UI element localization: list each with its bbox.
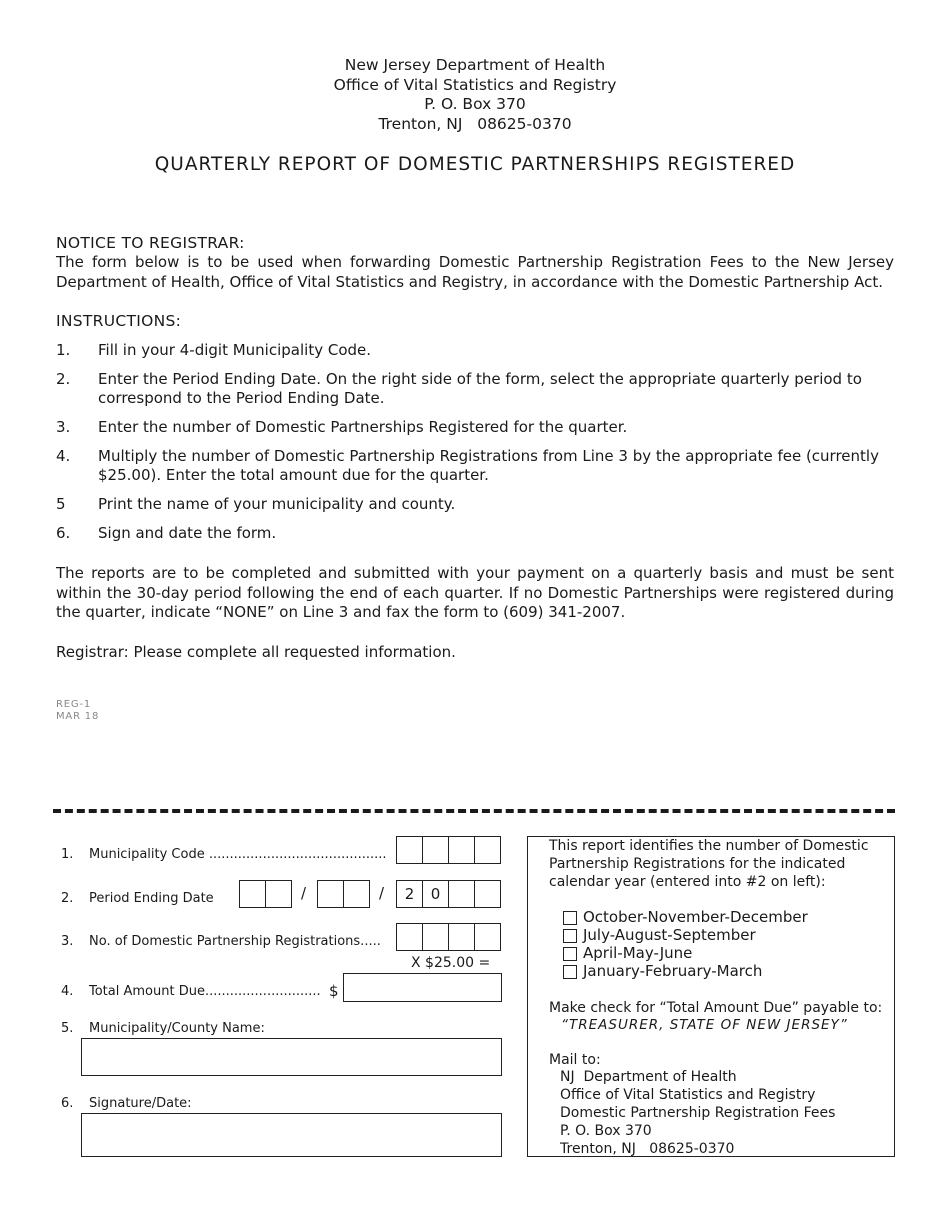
total-amount-input[interactable] bbox=[343, 973, 502, 1002]
city-zip: Trenton, NJ 08625-0370 bbox=[378, 114, 572, 133]
instruction-number: 1. bbox=[56, 341, 71, 359]
period-year-digit-2: 0 bbox=[422, 880, 449, 908]
signature-date-label: Signature/Date: bbox=[89, 1096, 192, 1111]
closing-text: The reports are to be completed and submitted with your payment on a quarterly basis and must be sent within the 30-day period following the end of each quarter. If no Domestic Partnerships were registered during the quarter, indicate “NONE” on Line 3 and fax the form to (609) 341-2007. bbox=[56, 564, 894, 621]
period-ending-date-label: Period Ending Date bbox=[89, 891, 214, 906]
instruction-text: Sign and date the form. bbox=[98, 524, 277, 542]
registrations-count-label: No. of Domestic Partnership Registrations..... bbox=[89, 934, 381, 949]
checkbox-jan-feb-mar[interactable] bbox=[563, 965, 577, 979]
checkbox-oct-nov-dec[interactable] bbox=[563, 911, 577, 925]
municipality-code-digit-4[interactable] bbox=[474, 836, 501, 864]
period-year-digit-4[interactable] bbox=[474, 880, 501, 908]
notice-heading: NOTICE TO REGISTRAR: bbox=[56, 234, 245, 252]
period-month-digit-2[interactable] bbox=[265, 880, 292, 908]
municipality-code-digit-3[interactable] bbox=[448, 836, 475, 864]
instruction-number: 4. bbox=[56, 447, 71, 465]
registrations-digit-2[interactable] bbox=[422, 923, 449, 951]
instruction-item bbox=[56, 370, 886, 408]
address-line: P. O. Box 370 bbox=[560, 1123, 652, 1139]
registrations-digit-1[interactable] bbox=[396, 923, 423, 951]
municipality-county-label: Municipality/County Name: bbox=[89, 1021, 265, 1036]
instruction-text: Enter the number of Domestic Partnerships Registered for the quarter. bbox=[98, 418, 628, 436]
currency-symbol: $ bbox=[329, 982, 339, 1000]
registrations-digit-4[interactable] bbox=[474, 923, 501, 951]
instruction-item bbox=[56, 524, 886, 543]
form-revision-date: MAR 18 bbox=[56, 711, 100, 722]
municipality-code-digit-1[interactable] bbox=[396, 836, 423, 864]
address-line: Domestic Partnership Registration Fees bbox=[560, 1105, 836, 1121]
instruction-number: 5 bbox=[56, 495, 66, 513]
instruction-item bbox=[56, 447, 886, 485]
page-title: QUARTERLY REPORT OF DOMESTIC PARTNERSHIPS REGISTERED bbox=[154, 154, 796, 175]
instructions-heading: INSTRUCTIONS: bbox=[56, 312, 182, 330]
period-year-digit-3[interactable] bbox=[448, 880, 475, 908]
mail-to-label: Mail to: bbox=[549, 1052, 601, 1068]
municipality-code-digit-2[interactable] bbox=[422, 836, 449, 864]
option-oct-nov-dec: October-November-December bbox=[583, 908, 808, 926]
office-name: Office of Vital Statistics and Registry bbox=[333, 75, 617, 94]
line-2-number: 2. bbox=[61, 891, 74, 906]
line-6-number: 6. bbox=[61, 1096, 74, 1111]
checkbox-jul-aug-sep[interactable] bbox=[563, 929, 577, 943]
payee-name: “TREASURER, STATE OF NEW JERSEY” bbox=[561, 1017, 848, 1033]
date-separator: / bbox=[301, 884, 307, 902]
line-3-number: 3. bbox=[61, 934, 74, 949]
notice-text: The form below is to be used when forwarding Domestic Partnership Registration Fees to the New Jersey Department of Health, Office of Vital Statistics and Registry, in accordance with the Domestic Partnership Act. bbox=[56, 253, 894, 291]
address-line: NJ Department of Health bbox=[560, 1069, 737, 1085]
instruction-text: Multiply the number of Domestic Partnership Registrations from Line 3 by the appropriate fee (currently $25.00). Enter the total amount due for the quarter. bbox=[98, 447, 879, 484]
payable-instruction: Make check for “Total Amount Due” payable to: bbox=[549, 1000, 883, 1016]
address-line: Office of Vital Statistics and Registry bbox=[560, 1087, 816, 1103]
form-code: REG-1 bbox=[56, 699, 91, 710]
line-1-number: 1. bbox=[61, 847, 74, 862]
address-line: Trenton, NJ 08625-0370 bbox=[560, 1141, 735, 1157]
signature-date-input[interactable] bbox=[81, 1113, 502, 1157]
mailing-address bbox=[560, 1068, 835, 1158]
instructions-list bbox=[56, 341, 886, 553]
period-year-digit-1: 2 bbox=[396, 880, 423, 908]
instruction-item bbox=[56, 341, 886, 360]
municipality-code-label: Municipality Code ........................................... bbox=[89, 847, 387, 862]
registrations-digit-3[interactable] bbox=[448, 923, 475, 951]
period-month-digit-1[interactable] bbox=[239, 880, 266, 908]
instruction-number: 6. bbox=[56, 524, 71, 542]
checkbox-apr-may-jun[interactable] bbox=[563, 947, 577, 961]
cut-line-divider bbox=[53, 809, 895, 813]
form-id bbox=[56, 699, 99, 723]
po-box: P. O. Box 370 bbox=[424, 95, 526, 113]
instruction-text: Print the name of your municipality and county. bbox=[98, 495, 456, 513]
panel-intro: This report identifies the number of Domestic Partnership Registrations for the indicated calendar year (entered into #2 on left): bbox=[549, 838, 869, 890]
agency-name: New Jersey Department of Health bbox=[344, 56, 606, 74]
instruction-number: 3. bbox=[56, 418, 71, 436]
instruction-text: Enter the Period Ending Date. On the right side of the form, select the appropriate quarterly period to correspond to the Period Ending Date. bbox=[98, 370, 862, 407]
period-day-digit-2[interactable] bbox=[343, 880, 370, 908]
total-amount-label: Total Amount Due............................ bbox=[89, 984, 321, 999]
option-jan-feb-mar: January-February-March bbox=[583, 962, 763, 980]
instruction-number: 2. bbox=[56, 370, 71, 388]
option-apr-may-jun: April-May-June bbox=[583, 944, 693, 962]
line-4-number: 4. bbox=[61, 984, 74, 999]
municipality-county-input[interactable] bbox=[81, 1038, 502, 1076]
line-5-number: 5. bbox=[61, 1021, 74, 1036]
option-jul-aug-sep: July-August-September bbox=[583, 926, 756, 944]
date-separator: / bbox=[379, 884, 385, 902]
fee-multiplier: X $25.00 = bbox=[411, 955, 491, 971]
instruction-item bbox=[56, 495, 886, 514]
period-day-digit-1[interactable] bbox=[317, 880, 344, 908]
quarter-selection-panel bbox=[527, 836, 895, 1157]
registrar-note: Registrar: Please complete all requested information. bbox=[56, 643, 456, 661]
agency-header bbox=[0, 56, 950, 134]
instruction-item bbox=[56, 418, 886, 437]
instruction-text: Fill in your 4-digit Municipality Code. bbox=[98, 341, 372, 359]
